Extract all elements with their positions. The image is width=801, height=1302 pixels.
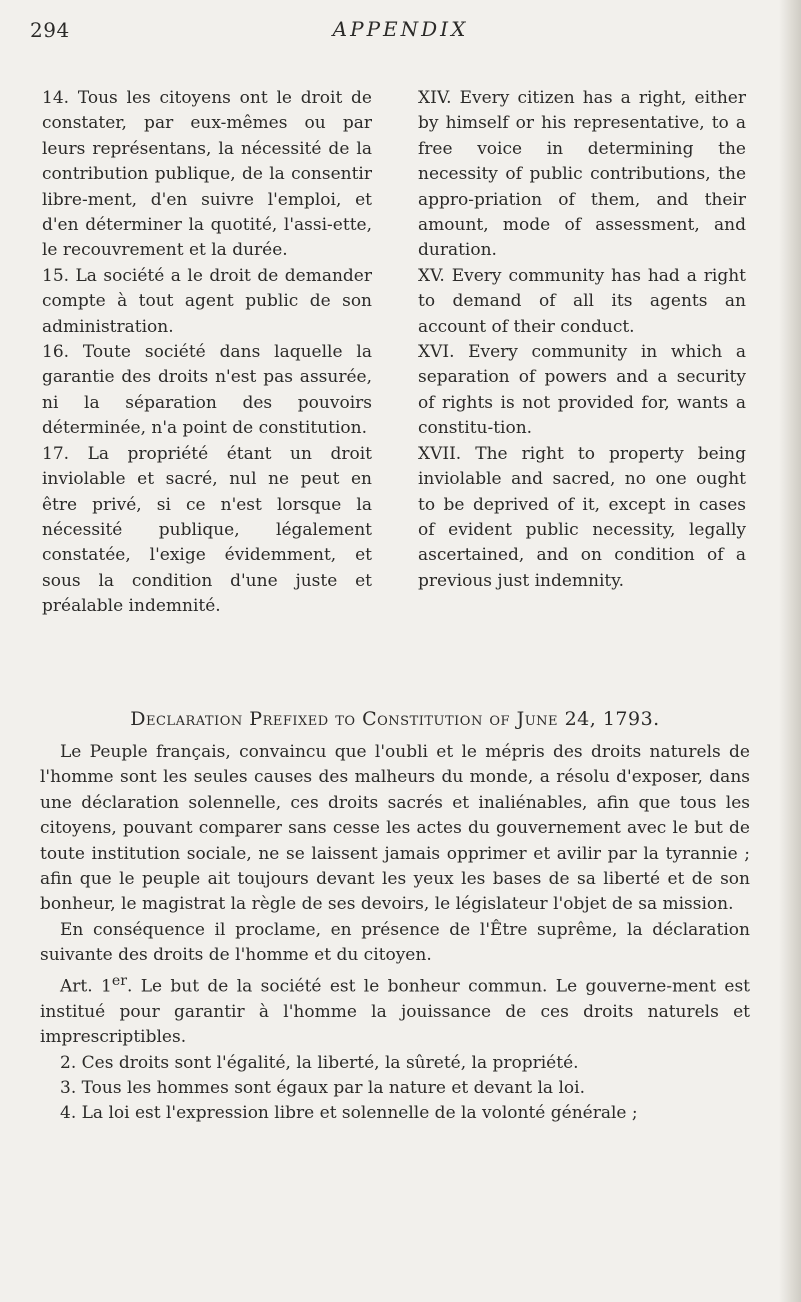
french-article-16: 16. Toute société dans laquelle la garantie des droits n'est pas assurée, ni la séparation des pouvoirs déterminée, n'a point de constitution. (42, 342, 372, 439)
declaration-article-2: 2. Ces droits sont l'égalité, la liberté, la sûreté, la propriété. (60, 1052, 579, 1073)
declaration-heading: Declaration Prefixed to Constitution of June 24, 1793. (130, 708, 660, 730)
english-column (418, 86, 746, 594)
page-edge-shadow (779, 0, 801, 1302)
article-1-text: . Le but de la société est le bonheur commun. Le gouverne-ment est institué pour garantir à l'homme la jouissance de ces droits naturels et imprescriptibles. (40, 976, 751, 1048)
french-column (42, 86, 372, 620)
english-article-17: XVII. The right to property being inviolable and sacred, no one ought to be deprived of it, except in cases of evident public necessity, legally ascertained, and on condition of a previous just indemnity. (418, 443, 746, 591)
english-article-14: XIV. Every citizen has a right, either by himself or his representative, to a free voice in determining the necessity of public contributions, the appro-priation of them, and their amount, mode of assessment, and duration. (418, 88, 746, 261)
french-article-17: 17. La propriété étant un droit inviolable et sacré, nul ne peut en être privé, si ce n'est lorsque la nécessité publique, légalement constatée, l'exige évidemment, et sous la condition d'une juste et préalable indemnité. (42, 443, 372, 617)
declaration-proclamation: En conséquence il proclame, en présence de l'Être suprême, la déclaration suivante des droits de l'homme et du citoyen. (40, 919, 750, 966)
english-article-15: XV. Every community has had a right to demand of all its agents an account of their conduct. (418, 265, 746, 337)
running-head: APPENDIX (332, 17, 469, 41)
french-article-14: 14. Tous les citoyens ont le droit de constater, par eux-mêmes ou par leurs représentans, la nécessité de la contribution publique, de la consentir libre-ment, d'en suivre l'emploi, et d'en déterminer la quotité, l'assi-ette, le recouvrement et la durée. (42, 88, 372, 261)
declaration-preamble: Le Peuple français, convaincu que l'oubli et le mépris des droits naturels de l'homme sont les seules causes des malheurs du monde, a résolu d'exposer, dans une déclaration solennelle, ces droits sacrés et inaliénables, afin que tous les citoyens, pouvant comparer sans cesse les actes du gouvernement avec le but de toute institution sociale, ne se laissent jamais opprimer et avilir par la tyrannie ; afin que le peuple ait toujours devant les yeux les bases de sa liberté et de son bonheur, le magistrat la règle de ses devoirs, le législateur l'objet de sa mission. (40, 742, 750, 915)
french-article-15: 15. La société a le droit de demander compte à tout agent public de son administration. (42, 265, 372, 337)
article-1-superscript: er (111, 972, 127, 989)
declaration-article-4: 4. La loi est l'expression libre et solennelle de la volonté générale ; (60, 1103, 638, 1124)
article-1-prefix: Art. 1 (60, 976, 112, 997)
declaration-body (40, 740, 750, 1127)
page-number: 294 (30, 18, 70, 42)
declaration-article-1 (40, 969, 750, 1051)
declaration-article-3: 3. Tous les hommes sont égaux par la nature et devant la loi. (60, 1077, 585, 1098)
english-article-16: XVI. Every community in which a separation of powers and a security of rights is not provided for, wants a constitu-tion. (418, 342, 746, 439)
